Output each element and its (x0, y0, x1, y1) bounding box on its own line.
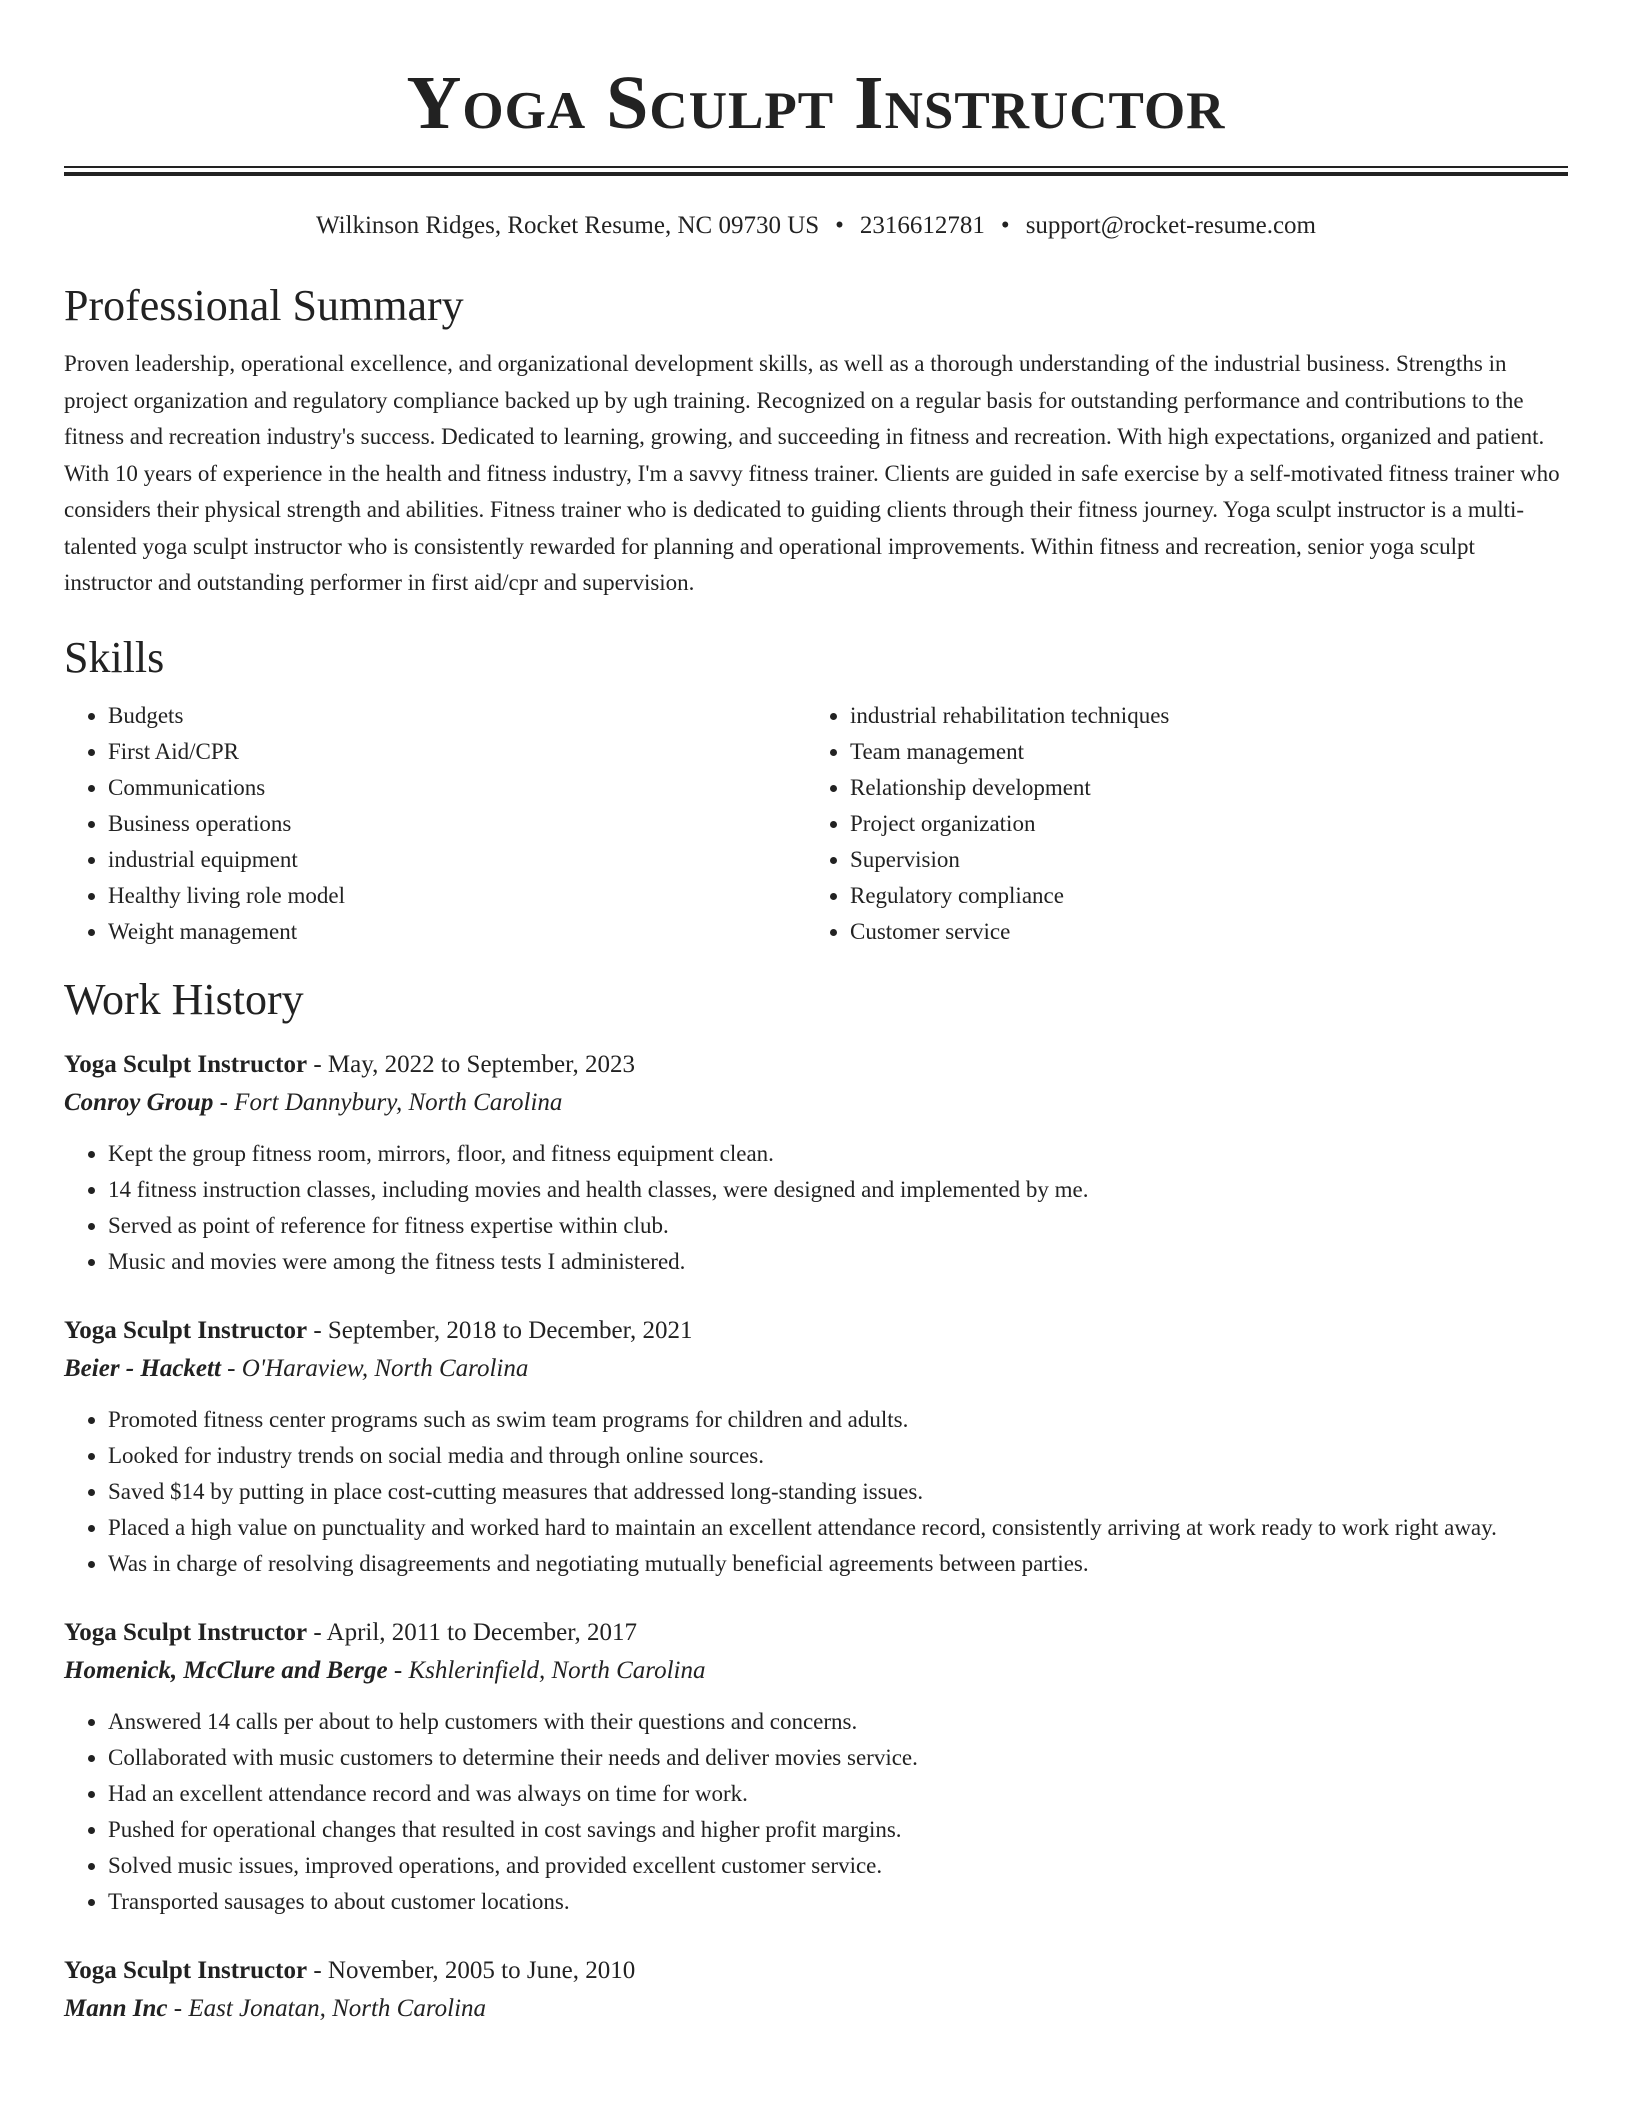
skill-item: • Team management (850, 734, 1548, 770)
duty-item: • Transported sausages to about customer locations. (108, 1884, 1568, 1920)
duty-item: • Placed a high value on punctuality and worked hard to maintain an excellent attendance record, consistently arriving at work ready to work right away. (108, 1510, 1568, 1546)
contact-line (64, 210, 1568, 242)
company-name: Conroy Group (64, 1088, 214, 1116)
duty-item: • Looked for industry trends on social media and through online sources. (108, 1438, 1568, 1474)
company-location: East Jonatan, North Carolina (188, 1994, 487, 2022)
skill-item: • First Aid/CPR (108, 734, 806, 770)
skill-item: • industrial equipment (108, 842, 806, 878)
job-duties (64, 1136, 1568, 1280)
duty-item: • 14 fitness instruction classes, including movies and health classes, were designed and implemented by me. (108, 1172, 1568, 1208)
skill-item: • Relationship development (850, 770, 1548, 806)
company-name: Beier - Hackett (64, 1354, 221, 1382)
title-double-rule (64, 166, 1568, 176)
duty-item: • Solved music issues, improved operations, and provided excellent customer service. (108, 1848, 1568, 1884)
skill-item: • Project organization (850, 806, 1548, 842)
resume-title: Yoga Sculpt Instructor (406, 61, 1226, 145)
job-duties (64, 1402, 1568, 1582)
job-title-line (64, 1046, 1568, 1084)
duty-item: • Was in charge of resolving disagreements and negotiating mutually beneficial agreements between parties. (108, 1546, 1568, 1582)
contact-separator: • (835, 212, 844, 239)
duty-item: • Music and movies were among the fitness tests I administered. (108, 1244, 1568, 1280)
work-history-list (64, 1046, 1568, 2028)
job-duties (64, 1704, 1568, 1920)
company-name: Mann Inc (64, 1994, 168, 2022)
job-entry (64, 1952, 1568, 2028)
skill-item: • Supervision (850, 842, 1548, 878)
skill-item: • Weight management (108, 914, 806, 950)
dash: - (307, 1050, 328, 1078)
company-location: Kshlerinfield, North Carolina (408, 1656, 706, 1684)
duty-item: • Served as point of reference for fitness expertise within club. (108, 1208, 1568, 1244)
company-line (64, 1350, 1568, 1388)
duty-item: • Kept the group fitness room, mirrors, floor, and fitness equipment clean. (108, 1136, 1568, 1172)
job-entry (64, 1614, 1568, 1920)
dash: - (307, 1316, 328, 1344)
company-line (64, 1990, 1568, 2028)
dash: - (213, 1088, 235, 1116)
duty-item: • Saved $14 by putting in place cost-cutting measures that addressed long-standing issues. (108, 1474, 1568, 1510)
job-dates: April, 2011 to December, 2017 (326, 1618, 638, 1646)
company-line (64, 1652, 1568, 1690)
job-entry (64, 1046, 1568, 1280)
job-dates: November, 2005 to June, 2010 (327, 1956, 636, 1984)
dash: - (167, 1994, 189, 2022)
skill-item: • industrial rehabilitation techniques (850, 698, 1548, 734)
job-title-line (64, 1614, 1568, 1652)
skills-list (64, 698, 1568, 950)
job-dates: May, 2022 to September, 2023 (327, 1050, 635, 1078)
job-title-line (64, 1312, 1568, 1350)
contact-address: Wilkinson Ridges, Rocket Resume, NC 09730 US (316, 212, 820, 239)
duty-item: • Pushed for operational changes that resulted in cost savings and higher profit margins. (108, 1812, 1568, 1848)
summary-heading: Professional Summary (64, 281, 464, 330)
dash: - (307, 1618, 327, 1646)
skill-item: • Business operations (108, 806, 806, 842)
duty-item: • Promoted fitness center programs such as swim team programs for children and adults. (108, 1402, 1568, 1438)
job-title: Yoga Sculpt Instructor (64, 1050, 308, 1078)
job-title-line (64, 1952, 1568, 1990)
job-entry (64, 1312, 1568, 1582)
skill-item: • Communications (108, 770, 806, 806)
work-history-heading: Work History (64, 974, 304, 1024)
contact-email[interactable]: support@rocket-resume.com (1025, 212, 1316, 239)
company-location: Fort Dannybury, North Carolina (234, 1088, 563, 1116)
skill-item: • Regulatory compliance (850, 878, 1548, 914)
contact-separator: • (1000, 212, 1010, 239)
skills-column-left (64, 698, 806, 950)
company-location: O'Haraview, North Carolina (241, 1354, 529, 1382)
contact-phone[interactable]: 2316612781 (859, 212, 985, 239)
duty-item: • Answered 14 calls per about to help customers with their questions and concerns. (108, 1704, 1568, 1740)
skills-heading: Skills (64, 632, 165, 682)
skill-item: • Customer service (850, 914, 1548, 950)
skills-column-right (806, 698, 1548, 950)
duty-item: • Had an excellent attendance record and was always on time for work. (108, 1776, 1568, 1812)
dash: - (387, 1656, 409, 1684)
skill-item: • Budgets (108, 698, 806, 734)
skill-item: • Healthy living role model (108, 878, 806, 914)
job-title: Yoga Sculpt Instructor (64, 1618, 308, 1646)
duty-item: • Collaborated with music customers to determine their needs and deliver movies service. (108, 1740, 1568, 1776)
job-title: Yoga Sculpt Instructor (64, 1316, 308, 1344)
dash: - (220, 1354, 242, 1382)
company-name: Homenick, McClure and Berge (64, 1656, 388, 1684)
dash: - (307, 1956, 328, 1984)
job-title: Yoga Sculpt Instructor (64, 1956, 308, 1984)
summary-text: Proven leadership, operational excellence, and organizational development skills, as well as a thorough understanding of the industrial business. Strengths in project organization and regulatory compliance backed up by ugh training. Recognized on a regular basis for outstanding performance and contributions to the fitness and recreation industry's success. Dedicated to learning, growing, and succeeding in fitness and recreation. With high expectations, organized and patient. With 10 years of experience in the health and fitness industry, I'm a savvy fitness trainer. Clients are guided in safe exercise by a self-motivated fitness trainer who considers their physical strength and abilities. Fitness trainer who is dedicated to guiding clients through their fitness journey. Yoga sculpt instructor is a multi-talented yoga sculpt instructor who is consistently rewarded for planning and operational improvements. Within fitness and recreation, senior yoga sculpt instructor and outstanding performer in first aid/cpr and supervision. (64, 351, 1560, 595)
company-line (64, 1084, 1568, 1122)
job-dates: September, 2018 to December, 2021 (327, 1316, 693, 1344)
